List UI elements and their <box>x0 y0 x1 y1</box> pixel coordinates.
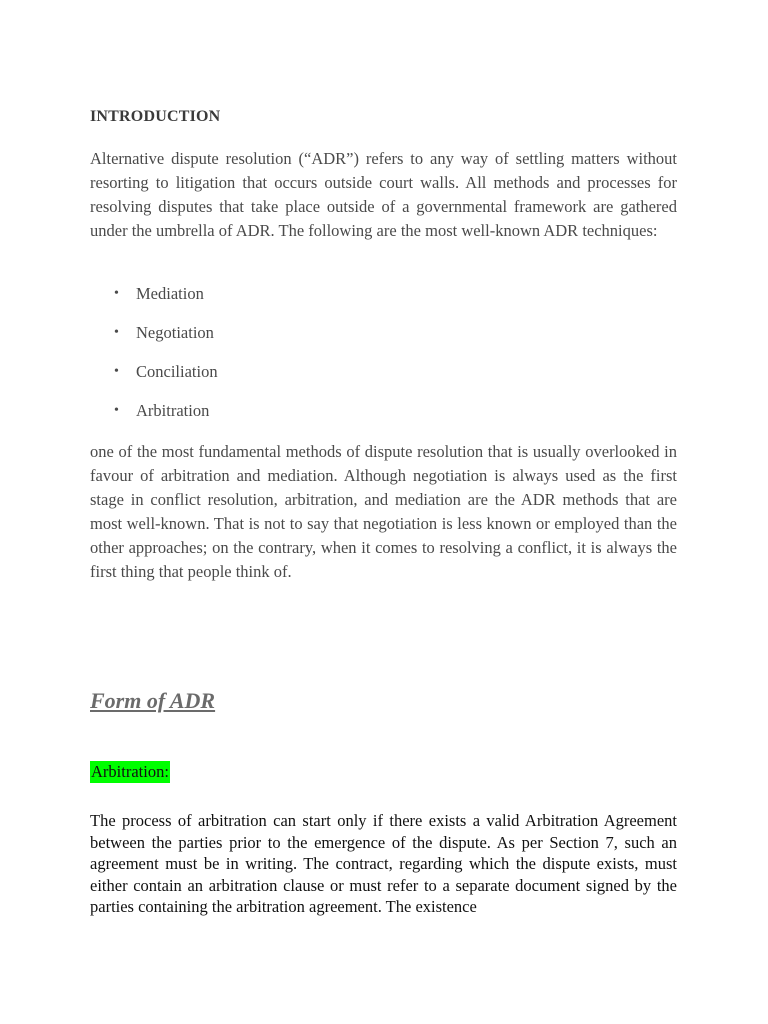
form-of-adr-heading: Form of ADR <box>90 688 216 713</box>
list-item-label: Negotiation <box>136 323 214 342</box>
bullet-icon: • <box>114 325 119 340</box>
list-item <box>90 360 218 399</box>
list-item <box>90 321 218 360</box>
arbitration-paragraph: The process of arbitration can start only if there exists a valid Arbitration Agreement between the parties prior to the emergence of the dispute. As per Section 7, such an agreement must be in writing. The contract, regarding which the dispute exists, must either contain an arbitration clause or must refer to a separate document signed by the parties containing the arbitration agreement. The existence <box>90 811 677 916</box>
list-item-label: Mediation <box>136 284 204 303</box>
negotiation-paragraph: one of the most fundamental methods of dispute resolution that is usually overlooked in favour of arbitration and mediation. Although negotiation is always used as the first stage in conflict resolution, arbitration, and mediation are the ADR methods that are most well-known. That is not to say that negotiation is less known or employed than the other approaches; on the contrary, when it comes to resolving a conflict, it is always the first thing that people think of. <box>90 442 677 581</box>
intro-paragraph: Alternative dispute resolution (“ADR”) refers to any way of settling matters without resorting to litigation that occurs outside court walls. All methods and processes for resolving disputes that take place outside of a governmental framework are gathered under the umbrella of ADR. The following are the most well-known ADR techniques: <box>90 149 677 240</box>
adr-techniques-list <box>90 282 218 438</box>
introduction-heading: INTRODUCTION <box>90 108 221 125</box>
list-item-label: Conciliation <box>136 362 218 381</box>
bullet-icon: • <box>114 403 119 418</box>
bullet-icon: • <box>114 286 119 301</box>
list-item-label: Arbitration <box>136 401 210 420</box>
list-item <box>90 399 218 438</box>
arbitration-subheading: Arbitration: <box>91 762 169 781</box>
bullet-icon: • <box>114 364 119 379</box>
list-item <box>90 282 218 321</box>
